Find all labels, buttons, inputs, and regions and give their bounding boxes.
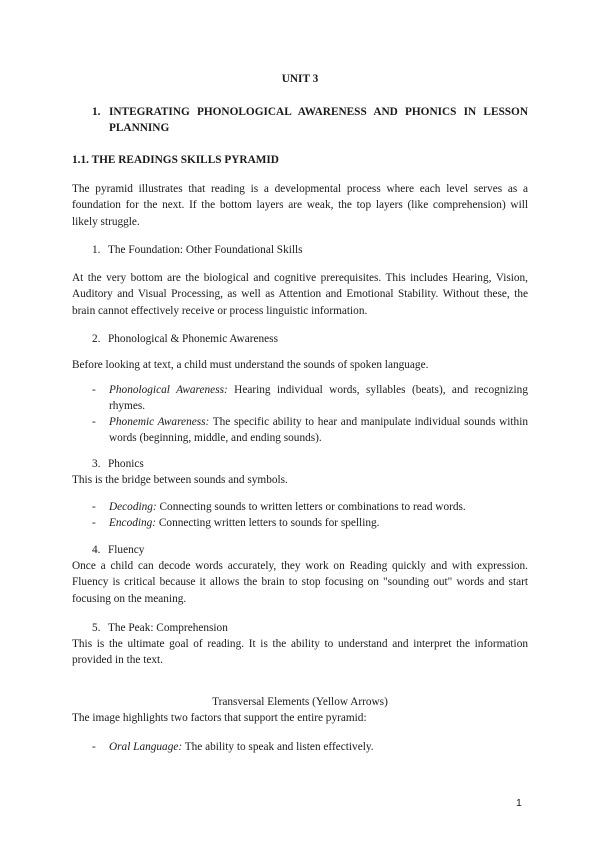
bullet-term: Oral Language:	[109, 741, 183, 753]
level-3-heading	[92, 456, 144, 472]
level-2-title: Phonological & Phonemic Awareness	[108, 333, 278, 345]
list-item	[92, 499, 528, 515]
level-5-number: 5.	[92, 622, 101, 634]
transversal-title: Transversal Elements (Yellow Arrows)	[212, 696, 388, 708]
intro-paragraph: The pyramid illustrates that reading is a developmental process where each level serves as a foundation for the next. If the bottom layers are weak, the top layers (like comprehension) will likely struggle.	[72, 183, 528, 228]
level-4-heading	[92, 542, 144, 558]
list-item	[92, 382, 528, 415]
level-3-number: 3.	[92, 458, 101, 470]
level-5-heading	[92, 620, 228, 636]
section-heading-text: INTEGRATING PHONOLOGICAL AWARENESS AND PHONICS IN LESSON PLANNING	[109, 106, 528, 135]
bullet-term: Encoding:	[109, 517, 157, 529]
bullet-dash: -	[92, 501, 96, 513]
level-1-number: 1.	[92, 244, 101, 256]
level-3-body: This is the bridge between sounds and symbols.	[72, 474, 288, 486]
level-1-body: At the very bottom are the biological and cognitive prerequisites. This includes Hearing, Vision, Auditory and Visual Processing, as well as Attention and Emotional Stability. Without these, the brain cannot effectively receive or process linguistic information.	[72, 272, 528, 317]
level-2-heading	[92, 331, 278, 347]
section-heading-number: 1.	[92, 106, 101, 118]
bullet-text: The specific ability to hear and manipulate individual sounds within words (beginning, middle, and ending sounds).	[109, 416, 528, 445]
level-2-number: 2.	[92, 333, 101, 345]
level-5-title: The Peak: Comprehension	[108, 622, 228, 634]
level-3-title: Phonics	[108, 458, 144, 470]
subsection-heading: 1.1. THE READINGS SKILLS PYRAMID	[72, 154, 279, 166]
page-number: 1	[516, 797, 522, 809]
level-4-title: Fluency	[108, 544, 145, 556]
level-5-body: This is the ultimate goal of reading. It is the ability to understand and interpret the information provided in the text.	[72, 638, 528, 667]
level-1-heading	[92, 242, 303, 258]
bullet-dash: -	[92, 741, 96, 753]
bullet-term: Decoding:	[109, 501, 157, 513]
list-item	[92, 414, 528, 447]
bullet-text: The ability to speak and listen effectively.	[182, 741, 374, 753]
bullet-term: Phonological Awareness:	[109, 384, 228, 396]
bullet-text: Connecting sounds to written letters or combinations to read words.	[156, 501, 466, 513]
level-4-number: 4.	[92, 544, 101, 556]
bullet-dash: -	[92, 384, 96, 396]
bullet-term: Phonemic Awareness:	[109, 416, 210, 428]
list-item	[92, 515, 528, 531]
level-4-body: Once a child can decode words accurately, they work on Reading quickly and with expression. Fluency is critical because it allows the brain to stop focusing on "sounding out" words and start focusing on the meaning.	[72, 560, 528, 605]
level-2-body: Before looking at text, a child must understand the sounds of spoken language.	[72, 359, 429, 371]
section-heading	[92, 104, 528, 137]
bullet-dash: -	[92, 517, 96, 529]
bullet-dash: -	[92, 416, 96, 428]
unit-title: UNIT 3	[281, 73, 319, 85]
list-item	[92, 739, 528, 755]
transversal-body: The image highlights two factors that support the entire pyramid:	[72, 712, 367, 724]
bullet-text: Hearing individual words, syllables (beats), and recognizing rhymes.	[109, 384, 528, 413]
bullet-text: Connecting written letters to sounds for spelling.	[156, 517, 380, 529]
level-1-title: The Foundation: Other Foundational Skills	[108, 244, 303, 256]
